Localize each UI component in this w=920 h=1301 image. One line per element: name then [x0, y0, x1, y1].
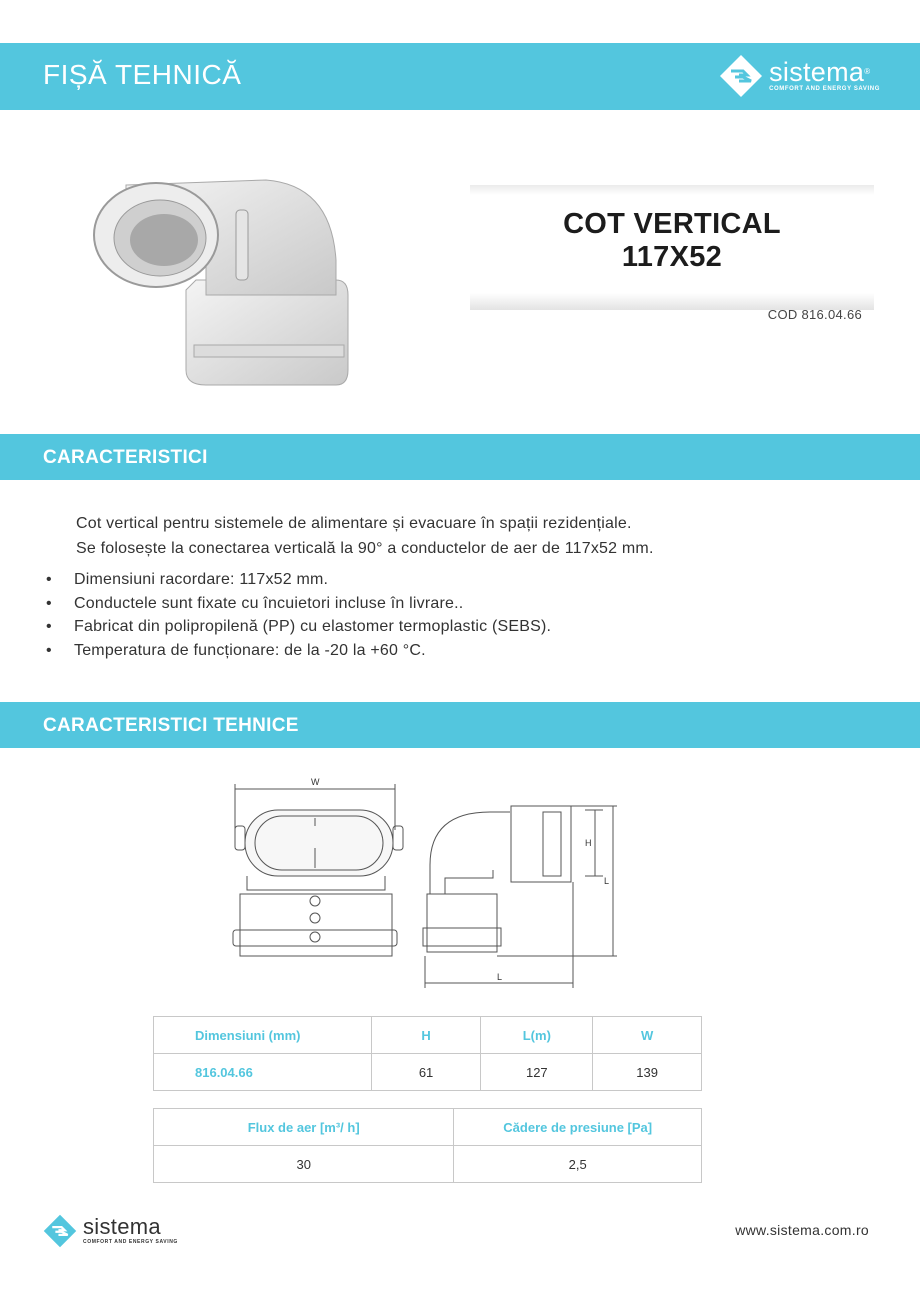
description [76, 512, 654, 561]
description-line: Se folosește la conectarea verticală la 90° a conductelor de aer de 117x52 mm. [76, 539, 654, 557]
section-caracteristici [0, 434, 920, 480]
logo-tagline: COMFORT AND ENERGY SAVING [769, 86, 880, 92]
table-header: H [371, 1017, 481, 1054]
logo-tagline: COMFORT AND ENERGY SAVING [83, 1239, 178, 1245]
table-cell: 816.04.66 [154, 1054, 372, 1091]
table-header: Cădere de presiune [Pa] [454, 1109, 702, 1146]
section-caracteristici-tehnice [0, 702, 920, 748]
logo-word: sistema [83, 1214, 161, 1239]
website-link[interactable]: www.sistema.com.ro [735, 1222, 869, 1238]
list-item: • Conductele sunt fixate cu încuietori incluse în livrare.. [46, 592, 551, 616]
section-title: CARACTERISTICI TEHNICE [43, 715, 299, 736]
dim-w-label: W [311, 777, 320, 787]
table-cell: 30 [154, 1146, 454, 1183]
table-cell: 2,5 [454, 1146, 702, 1183]
description-line: Cot vertical pentru sistemele de alimentare și evacuare în spații rezidențiale. [76, 515, 632, 532]
sistema-logo-icon [43, 1214, 77, 1248]
section-title: CARACTERISTICI [43, 447, 208, 468]
list-item: • Temperatura de funcționare: de la -20 la +60 °C. [46, 639, 551, 663]
technical-drawing [225, 770, 625, 990]
table-header: Dimensiuni (mm) [154, 1017, 372, 1054]
product-title-box [470, 185, 874, 310]
table-header-row [154, 1017, 702, 1054]
table-cell: 61 [371, 1054, 481, 1091]
page-title: FIȘĂ TEHNICĂ [43, 59, 242, 90]
table-header: W [593, 1017, 702, 1054]
list-item: • Dimensiuni racordare: 117x52 mm. [46, 568, 551, 592]
sistema-logo-icon [719, 54, 763, 98]
dimensions-table [153, 1016, 702, 1091]
table-cell: 127 [481, 1054, 593, 1091]
sistema-logo [719, 54, 880, 98]
product-photo [86, 170, 356, 400]
table-row [154, 1146, 702, 1183]
footer-logo [43, 1214, 178, 1248]
table-header: L(m) [481, 1017, 593, 1054]
table-row [154, 1054, 702, 1091]
product-title-line2: 117X52 [621, 241, 723, 273]
product-title [470, 208, 874, 274]
table-header-row [154, 1109, 702, 1146]
table-cell: 139 [593, 1054, 702, 1091]
product-title-line1: COT VERTICAL [563, 208, 781, 240]
table-header: Flux de aer [m³/ h] [154, 1109, 454, 1146]
logo-registered: ® [864, 67, 871, 76]
feature-list [46, 568, 551, 662]
list-item: • Fabricat din polipropilenă (PP) cu elastomer termoplastic (SEBS). [46, 615, 551, 639]
airflow-table [153, 1108, 702, 1183]
logo-word: sistema [769, 57, 865, 87]
dim-l-label-bottom: L [497, 972, 503, 982]
header-bar [0, 43, 920, 110]
dim-h-label: H [585, 838, 592, 848]
dim-l-label: L [604, 876, 610, 886]
product-code: COD 816.04.66 [767, 307, 862, 322]
